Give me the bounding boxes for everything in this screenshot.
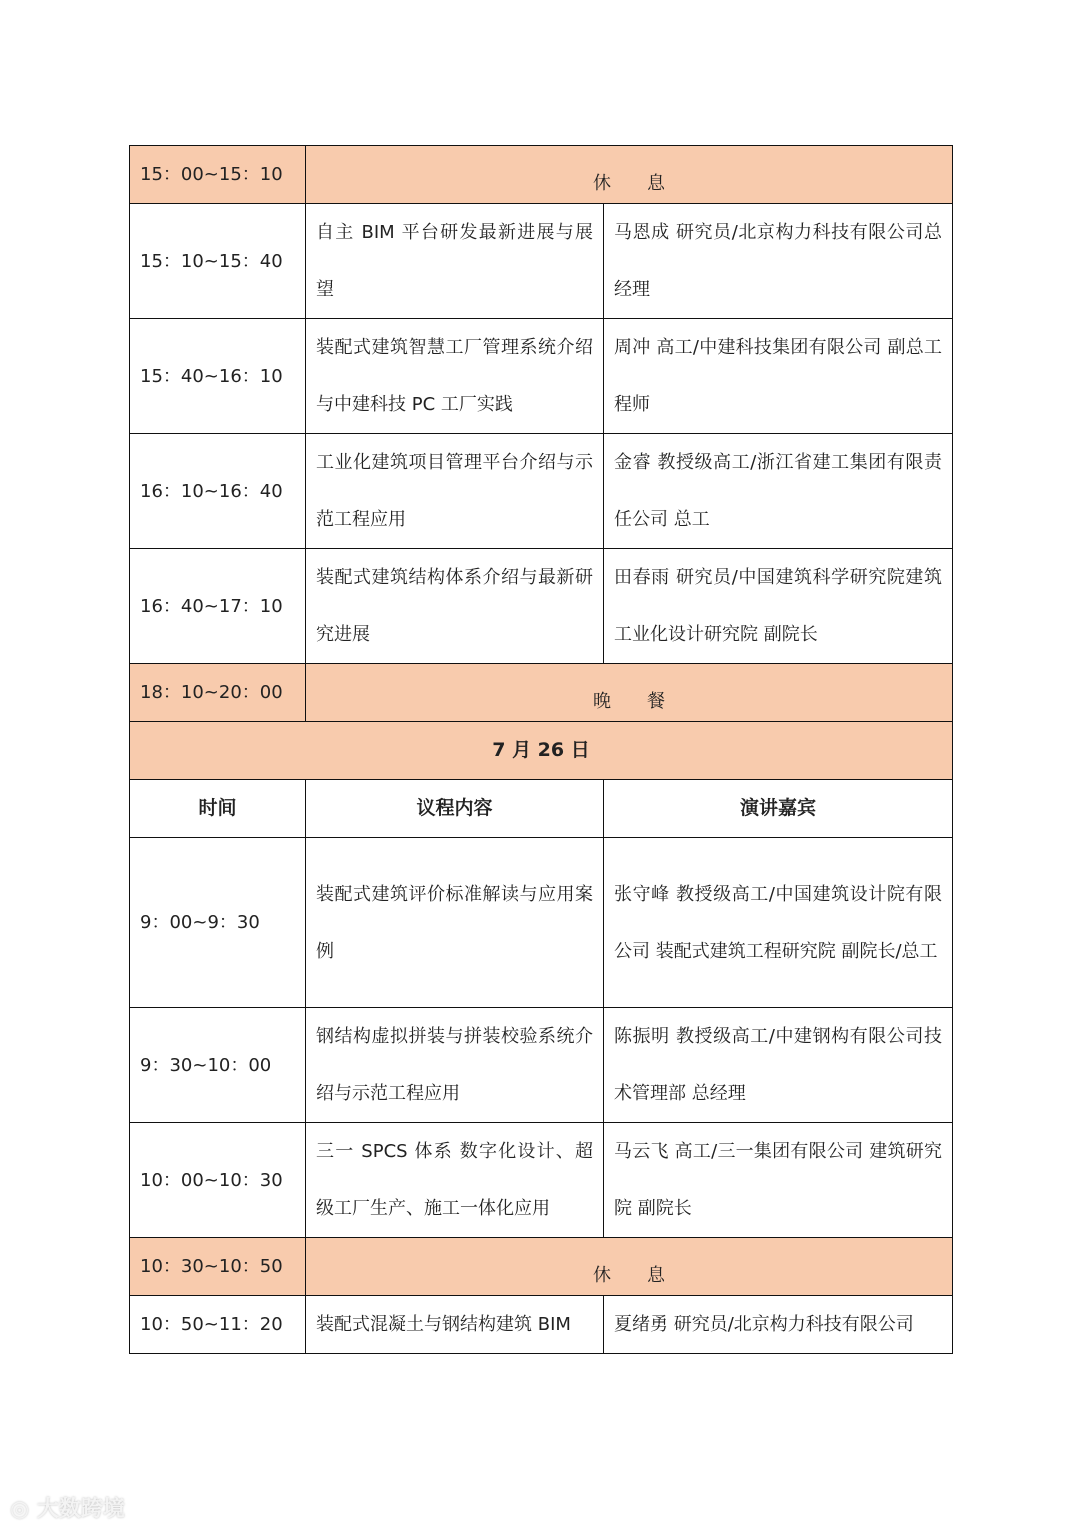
speaker-cell: 周冲 高工/中建科技集团有限公司 副总工程师	[604, 319, 953, 434]
speaker-cell: 陈振明 教授级高工/中建钢构有限公司技术管理部 总经理	[604, 1008, 953, 1123]
time-cell: 15：40~16：10	[130, 319, 306, 434]
table-row	[130, 319, 953, 434]
agenda-table	[129, 145, 953, 1354]
time-cell: 16：40~17：10	[130, 549, 306, 664]
table-row	[130, 434, 953, 549]
break-label: 晚 餐	[306, 664, 953, 722]
table-row	[130, 838, 953, 1008]
topic-cell: 自主 BIM 平台研发最新进展与展望	[306, 204, 604, 319]
time-cell: 16：10~16：40	[130, 434, 306, 549]
table-row	[130, 1123, 953, 1238]
time-cell: 9：00~9：30	[130, 838, 306, 1008]
break-row	[130, 146, 953, 204]
break-row	[130, 1238, 953, 1296]
speaker-cell: 马云飞 高工/三一集团有限公司 建筑研究院 副院长	[604, 1123, 953, 1238]
day-heading: 7 月 26 日	[130, 722, 953, 780]
break-label: 休 息	[306, 146, 953, 204]
header-topic: 议程内容	[306, 780, 604, 838]
day-row	[130, 722, 953, 780]
topic-cell: 装配式混凝土与钢结构建筑 BIM	[306, 1296, 604, 1354]
time-cell: 10：30~10：50	[130, 1238, 306, 1296]
topic-cell: 三一 SPCS 体系 数字化设计、超级工厂生产、施工一体化应用	[306, 1123, 604, 1238]
table-row	[130, 1008, 953, 1123]
watermark-text: 大数跨境	[36, 1497, 125, 1522]
header-row	[130, 780, 953, 838]
topic-cell: 装配式建筑智慧工厂管理系统介绍与中建科技 PC 工厂实践	[306, 319, 604, 434]
time-cell: 9：30~10：00	[130, 1008, 306, 1123]
time-cell: 18：10~20：00	[130, 664, 306, 722]
topic-cell: 装配式建筑评价标准解读与应用案例	[306, 838, 604, 1008]
table-row	[130, 1296, 953, 1354]
topic-cell: 装配式建筑结构体系介绍与最新研究进展	[306, 549, 604, 664]
speaker-cell: 夏绪勇 研究员/北京构力科技有限公司	[604, 1296, 953, 1354]
time-cell: 15：00~15：10	[130, 146, 306, 204]
table-row	[130, 204, 953, 319]
speaker-cell: 金睿 教授级高工/浙江省建工集团有限责任公司 总工	[604, 434, 953, 549]
break-label: 休 息	[306, 1238, 953, 1296]
time-cell: 15：10~15：40	[130, 204, 306, 319]
header-time: 时间	[130, 780, 306, 838]
topic-cell: 工业化建筑项目管理平台介绍与示范工程应用	[306, 434, 604, 549]
topic-cell: 钢结构虚拟拼装与拼装校验系统介绍与示范工程应用	[306, 1008, 604, 1123]
time-cell: 10：50~11：20	[130, 1296, 306, 1354]
speaker-cell: 田春雨 研究员/中国建筑科学研究院建筑 工业化设计研究院 副院长	[604, 549, 953, 664]
watermark-logo: ◎ 大数跨境	[10, 1497, 125, 1522]
header-speaker: 演讲嘉宾	[604, 780, 953, 838]
speaker-cell: 马恩成 研究员/北京构力科技有限公司总经理	[604, 204, 953, 319]
time-cell: 10：00~10：30	[130, 1123, 306, 1238]
break-row	[130, 664, 953, 722]
table-row	[130, 549, 953, 664]
speaker-cell: 张守峰 教授级高工/中国建筑设计院有限公司 装配式建筑工程研究院 副院长/总工	[604, 838, 953, 1008]
